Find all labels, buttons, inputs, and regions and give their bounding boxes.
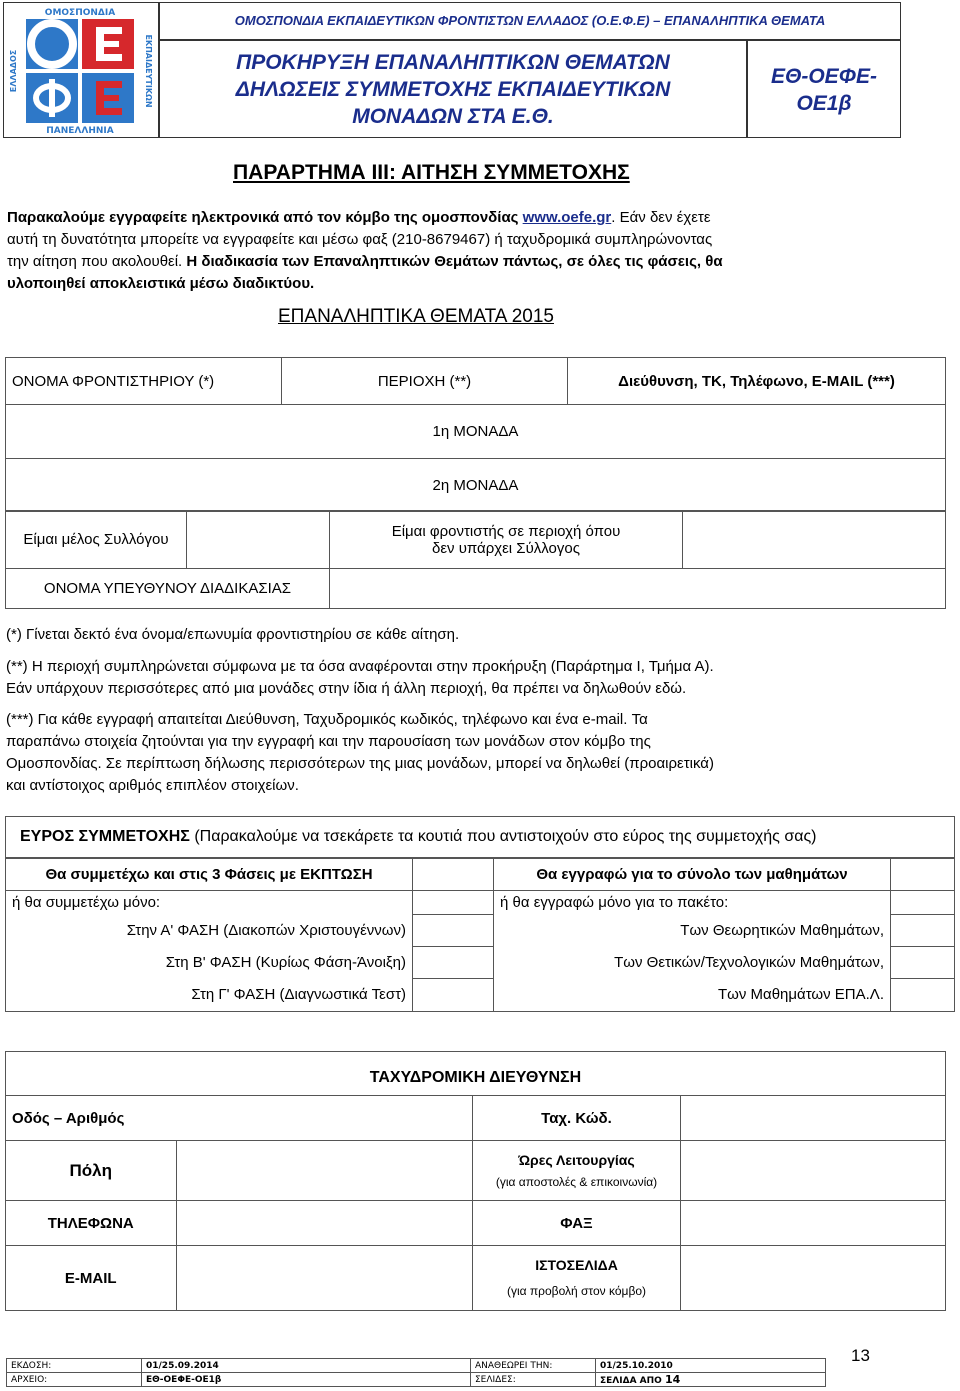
scope-blank-cell [891,891,955,915]
note-3-line2: παραπάνω στοιχεία ζητούνται για την εγγραφή και την παρουσίαση των μονάδων στον κόμβο της [6,733,651,750]
note-2-line1: (**) Η περιοχή συμπληρώνεται σύμφωνα με τα όσα αναφέρονται στην προκήρυξη (Παράρτημα Ι, Τμήμα Α). [6,658,714,675]
page-number: 13 [851,1346,870,1365]
phase-b-checkbox[interactable] [413,947,494,979]
file-label: ΑΡΧΕΙΟ: [7,1373,142,1387]
fax-label: ΦΑΞ [473,1201,681,1246]
col-area: ΠΕΡΙΟΧΗ (**) [282,358,568,405]
appendix-title: ΠΑΡΑΡΤΗΜΑ ΙΙΙ: ΑΙΤΗΣΗ ΣΥΜΜΕΤΟΧΗΣ [233,161,630,184]
pages-label: ΣΕΛΙΔΕΣ: [471,1373,596,1387]
scope-title-bold: ΕΥΡΟΣ ΣΥΜΜΕΤΟΧΗΣ [20,828,190,845]
logo-top-text: ΟΜΟΣΠΟΝΔΙΑ [44,8,116,18]
reviewed-value: 01/25.10.2010 [596,1359,826,1373]
zip-field[interactable] [681,1096,946,1141]
city-label: Πόλη [6,1141,177,1201]
footer-table [6,1358,826,1387]
package-theory-label: Των Θεωρητικών Μαθημάτων, [494,915,891,947]
header-title-line2: ΔΗΛΩΣΕΙΣ ΣΥΜΜΕΤΟΧΗΣ ΕΚΠΑΙΔΕΥΤΙΚΩΝ [235,78,671,101]
intro-paragraph [7,207,947,295]
intro-line1-rest: . Εάν δεν έχετε [611,209,711,226]
note-3-line4: και αντίστοιχος αριθμός επιπλέον στοιχείων. [6,777,299,794]
phase-b-label: Στη Β' ΦΑΣΗ (Κυρίως Φάση-Άνοιξη) [6,947,413,979]
website-label-cell [473,1246,681,1311]
member-checkbox[interactable] [187,511,330,569]
email-label: E-MAIL [6,1246,177,1311]
intro-line3-bold: Η διαδικασία των Επαναληπτικών Θεμάτων πάντως, σε όλες τις φάσεις, θα [186,253,723,270]
membership-table [5,510,946,609]
scope-left-header-checkbox[interactable] [413,859,494,891]
package-science-label: Των Θετικών/Τεχνολογικών Μαθημάτων, [494,947,891,979]
reviewed-label: ΑΝΑΘΕΩΡΕΙ ΤΗΝ: [471,1359,596,1373]
federation-line: ΟΜΟΣΠΟΝΔΙΑ ΕΚΠΑΙΔΕΥΤΙΚΩΝ ΦΡΟΝΤΙΣΤΩΝ ΕΛΛΑΔΟΣ (Ο.Ε.Φ.Ε) – ΕΠΑΝΑΛΗΠΤΙΚΑ ΘΕΜΑΤΑ [234,13,826,28]
phones-label: ΤΗΛΕΦΩΝΑ [6,1201,177,1246]
pages-prefix: ΣΕΛΙΔΑ ΑΠΟ [600,1376,665,1386]
responsible-field[interactable] [330,569,946,609]
col-address: Διεύθυνση, ΤΚ, Τηλέφωνο, E-MAIL (***) [568,358,946,405]
phase-c-label: Στη Γ' ΦΑΣΗ (Διαγνωστικά Τεστ) [6,979,413,1012]
no-association-label [330,511,683,569]
header-code-box [747,40,901,138]
edition-value: 01/25.09.2014 [142,1359,471,1373]
no-association-line1: Είμαι φροντιστής σε περιοχή όπου [391,522,621,540]
unit2-row [6,459,946,512]
pages-value [596,1373,826,1387]
street-field[interactable] [176,1096,473,1141]
header-title-line3: ΜΟΝΑΔΩΝ ΣΤΑ Ε.Θ. [352,105,554,128]
hours-field[interactable] [681,1141,946,1201]
header-title-line1: ΠΡΟΚΗΡΥΞΗ ΕΠΑΝΑΛΗΠΤΙΚΩΝ ΘΕΜΑΤΩΝ [236,51,670,74]
responsible-label: ΟΝΟΜΑ ΥΠΕΥΘΥΝΟΥ ΔΙΑΔΙΚΑΣΙΑΣ [6,569,330,609]
edition-label: ΕΚΔΟΣΗ: [7,1359,142,1373]
hours-note: (για αποστολές & επικοινωνία) [495,1174,658,1189]
notes [6,624,950,797]
note-3-line1: (***) Για κάθε εγγραφή απαιτείται Διεύθυνση, Ταχυδρομικός κωδικός, τηλέφωνο και ένα e-mail. Τα [6,711,648,728]
logo-bottom-text: ΠΑΝΕΛΛΗΝΙΑ [46,126,114,136]
no-association-checkbox[interactable] [683,511,946,569]
email-field[interactable] [176,1246,473,1311]
scope-title-box [5,816,955,858]
scope-right-header-checkbox[interactable] [891,859,955,891]
street-label: Οδός – Αριθμός [6,1096,177,1141]
package-theory-checkbox[interactable] [891,915,955,947]
phase-c-checkbox[interactable] [413,979,494,1012]
intro-line4-bold: υλοποιηθεί αποκλειστικά μέσω διαδικτύου. [7,275,315,292]
member-label: Είμαι μέλος Συλλόγου [6,511,187,569]
scope-title-rest: (Παρακαλούμε να τσεκάρετε τα κουτιά που αντιστοιχούν στο εύρος της συμμετοχής σας) [189,828,817,845]
header-title-box [159,40,747,138]
postal-table [5,1051,946,1311]
file-value: ΕΘ-ΟΕΦΕ-ΟΕ1β [142,1373,471,1387]
package-science-checkbox[interactable] [891,947,955,979]
scope-left-sub: ή θα συμμετέχω μόνο: [6,891,413,915]
postal-title: ΤΑΧΥΔΡΟΜΙΚΗ ΔΙΕΥΘΥΝΣΗ [6,1052,946,1096]
website-note: (για προβολή στον κόμβο) [506,1284,647,1298]
zip-label: Ταχ. Κώδ. [473,1096,681,1141]
website-field[interactable] [681,1246,946,1311]
no-association-line2: δεν υπάρχει Σύλλογος [432,539,580,557]
units-table [5,357,946,512]
intro-bold: Παρακαλούμε εγγραφείτε ηλεκτρονικά από τον κόμβο της ομοσπονδίας [7,209,523,226]
package-epal-label: Των Μαθημάτων ΕΠΑ.Λ. [494,979,891,1012]
scope-right-header: Θα εγγραφώ για το σύνολο των μαθημάτων [494,859,891,891]
scope-left-header: Θα συμμετέχω και στις 3 Φάσεις με ΕΚΠΤΩΣΗ [6,859,413,891]
scope-table [5,858,955,1012]
website-label: ΙΣΤΟΣΕΛΙΔΑ [535,1257,618,1273]
fax-field[interactable] [681,1201,946,1246]
logo-left-text: ΕΛΛΑΔΟΣ [9,49,18,93]
unit1-row [6,405,946,459]
city-field[interactable] [176,1141,473,1201]
pages-total: 14 [664,1373,681,1386]
note-3-line3: Ομοσπονδίας. Σε περίπτωση δήλωσης περισσότερων της μιας μονάδων, μπορεί να δηλωθεί (προαιρετικά) [6,755,714,772]
website-link[interactable]: www.oefe.gr [522,209,612,226]
logo-box [3,2,159,138]
section-title: ΕΠΑΝΑΛΗΠΤΙΚΑ ΘΕΜΑΤΑ 2015 [278,306,554,327]
oefe-logo [4,3,158,137]
unit1-label: 1η ΜΟΝΑΔΑ [432,423,519,440]
logo-right-text: ΕΚΠΑΙΔΕΥΤΙΚΩΝ [144,34,153,108]
hours-label: Ώρες Λειτουργίας [518,1151,635,1168]
header-top-box [159,2,901,40]
note-1: (*) Γίνεται δεκτό ένα όνομα/επωνυμία φροντιστηρίου σε κάθε αίτηση. [6,626,460,643]
phase-a-label: Στην Α' ΦΑΣΗ (Διακοπών Χριστουγέννων) [6,915,413,947]
unit2-label: 2η ΜΟΝΑΔΑ [432,476,519,494]
intro-line3-normal: την αίτηση που ακολουθεί. [7,253,187,270]
intro-line2: αυτή τη δυνατότητα μπορείτε να εγγραφείτε και μέσω φαξ (210-8679467) ή ταχυδρομικά συμπληρώνοντας [7,231,713,248]
scope-right-sub: ή θα εγγραφώ μόνο για το πακέτο: [494,891,891,915]
package-epal-checkbox[interactable] [891,979,955,1012]
col-school-name: ΟΝΟΜΑ ΦΡΟΝΤΙΣΤΗΡΙΟΥ (*) [6,358,282,405]
document-code-line2: ΟΕ1β [796,92,852,115]
phase-a-checkbox[interactable] [413,915,494,947]
note-2-line2: Εάν υπάρχουν περισσότερες από μια μονάδες στην ίδια ή άλλη περιοχή, θα πρέπει να δηλωθούν εδώ. [6,680,687,697]
scope-blank-cell [413,891,494,915]
phones-field[interactable] [176,1201,473,1246]
document-code-line1: ΕΘ-ΟΕΦΕ- [771,65,877,88]
hours-label-cell [473,1141,681,1201]
